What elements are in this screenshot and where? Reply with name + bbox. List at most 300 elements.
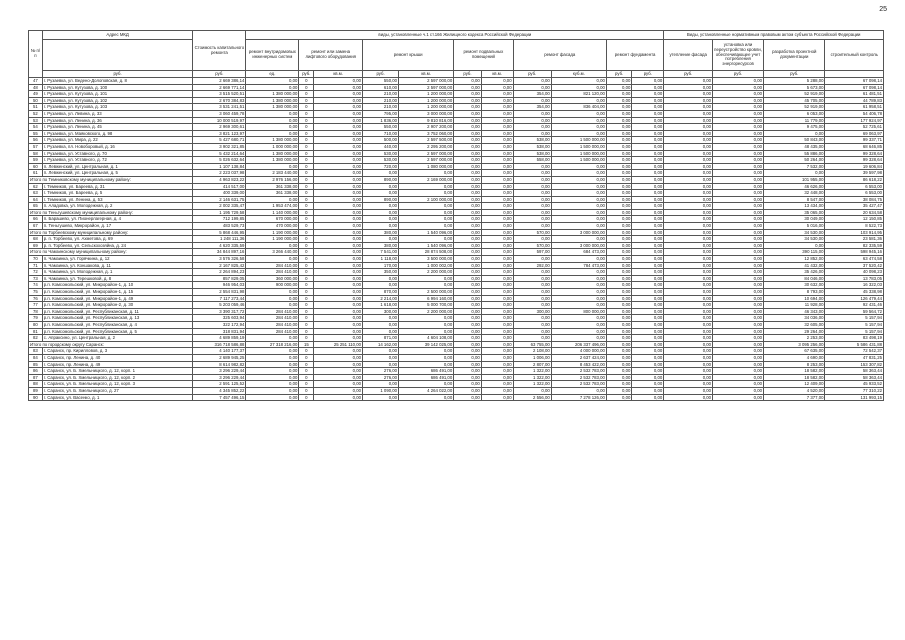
value-cell: 0 bbox=[299, 137, 314, 144]
value-cell: 0,00 bbox=[481, 91, 513, 98]
value-cell: 0,00 bbox=[632, 110, 664, 117]
value-cell: 0,00 bbox=[664, 308, 713, 315]
value-cell: 0,00 bbox=[454, 104, 482, 111]
value-cell: 0,00 bbox=[606, 269, 631, 276]
table-body bbox=[29, 78, 884, 401]
value-cell: 0,00 bbox=[363, 361, 399, 368]
value-cell: 5 203 059,46 bbox=[193, 302, 246, 309]
value-cell: 2 532 783,00 bbox=[551, 374, 606, 381]
value-cell: 4 264 022,00 bbox=[399, 387, 454, 394]
address-cell: р.п. Комсомольский, ул. Микрорайон-2, д. 30 bbox=[42, 302, 193, 309]
row-number: 70 bbox=[29, 256, 43, 263]
value-cell: 0,00 bbox=[632, 223, 664, 230]
value-cell: 0 bbox=[299, 368, 314, 375]
value-cell: 0 bbox=[299, 176, 314, 183]
value-cell: 0,00 bbox=[713, 269, 764, 276]
value-cell: 0,00 bbox=[454, 354, 482, 361]
value-cell: 2 597 000,00 bbox=[399, 78, 454, 85]
row-number: 81 bbox=[29, 328, 43, 335]
subtotal-row bbox=[29, 229, 884, 236]
value-cell: 0,00 bbox=[513, 130, 551, 137]
value-cell: 0 bbox=[299, 110, 314, 117]
value-cell: 0,00 bbox=[606, 315, 631, 322]
value-cell: 0,00 bbox=[513, 335, 551, 342]
value-cell: 0,00 bbox=[454, 394, 482, 401]
value-cell: 0 bbox=[299, 269, 314, 276]
value-cell: 1 540 096,00 bbox=[399, 242, 454, 249]
value-cell: 0,00 bbox=[454, 203, 482, 210]
value-cell: 0,00 bbox=[454, 176, 482, 183]
table-row bbox=[29, 282, 884, 289]
value-cell: 1 090,00 bbox=[363, 387, 399, 394]
value-cell: 0,00 bbox=[632, 289, 664, 296]
value-cell: 0,00 bbox=[246, 354, 299, 361]
value-cell: 0,00 bbox=[664, 249, 713, 256]
value-cell: 0,00 bbox=[632, 163, 664, 170]
value-cell: 0,00 bbox=[664, 91, 713, 98]
value-cell: 0,00 bbox=[481, 183, 513, 190]
value-cell: 0,00 bbox=[454, 249, 482, 256]
value-cell: 0,00 bbox=[664, 242, 713, 249]
value-cell: 0,00 bbox=[513, 209, 551, 216]
value-cell: 0,00 bbox=[664, 256, 713, 263]
value-cell: 0,00 bbox=[551, 321, 606, 328]
value-cell: 1 322,00 bbox=[513, 368, 551, 375]
value-cell: 0,00 bbox=[632, 256, 664, 263]
subtotal-row bbox=[29, 176, 884, 183]
value-cell: 0,00 bbox=[399, 223, 454, 230]
value-cell: 5 288,00 bbox=[763, 78, 825, 85]
value-cell: 0,00 bbox=[664, 295, 713, 302]
value-cell: 0,00 bbox=[246, 84, 299, 91]
value-cell: 0,00 bbox=[551, 223, 606, 230]
value-cell: 0,00 bbox=[454, 209, 482, 216]
value-cell: 0,00 bbox=[632, 368, 664, 375]
value-cell: 0,00 bbox=[632, 381, 664, 388]
row-number: 56 bbox=[29, 137, 43, 144]
value-cell: 483 529,73 bbox=[193, 223, 246, 230]
value-cell: 0,00 bbox=[664, 143, 713, 150]
row-number: 63 bbox=[29, 190, 43, 197]
value-cell: 0,00 bbox=[513, 256, 551, 263]
table-row bbox=[29, 295, 884, 302]
value-cell: 0,00 bbox=[399, 282, 454, 289]
value-cell: 0,00 bbox=[606, 387, 631, 394]
value-cell: 0,00 bbox=[664, 223, 713, 230]
value-cell: 0,00 bbox=[481, 315, 513, 322]
value-cell: 821 120,00 bbox=[551, 91, 606, 98]
value-cell: 0 bbox=[299, 150, 314, 157]
value-cell: 0,00 bbox=[314, 289, 363, 296]
subtotal-row bbox=[29, 249, 884, 256]
value-cell: 0,00 bbox=[664, 97, 713, 104]
value-cell: 0,00 bbox=[454, 368, 482, 375]
value-cell: 354,00 bbox=[513, 91, 551, 98]
row-number: 89 bbox=[29, 387, 43, 394]
value-cell: 72 542,37 bbox=[825, 348, 884, 355]
value-cell: 0,00 bbox=[713, 308, 764, 315]
value-cell: 0,00 bbox=[632, 354, 664, 361]
value-cell: 2 689 945,25 bbox=[193, 354, 246, 361]
value-cell: 836 404,00 bbox=[551, 104, 606, 111]
value-cell: 67 098,14 bbox=[825, 78, 884, 85]
value-cell: 0,00 bbox=[314, 176, 363, 183]
value-cell: 0,00 bbox=[454, 163, 482, 170]
value-cell: 0,00 bbox=[606, 150, 631, 157]
table-row bbox=[29, 97, 884, 104]
value-cell: 0,00 bbox=[513, 275, 551, 282]
table-row bbox=[29, 203, 884, 210]
value-cell: 0,00 bbox=[454, 130, 482, 137]
value-cell: 0 bbox=[299, 91, 314, 98]
header-address-blank bbox=[42, 40, 193, 71]
table-row bbox=[29, 150, 884, 157]
value-cell: 0,00 bbox=[314, 170, 363, 177]
value-cell: 0,00 bbox=[632, 302, 664, 309]
value-cell: 0,00 bbox=[713, 368, 764, 375]
value-cell: 0,00 bbox=[454, 84, 482, 91]
value-cell: 77 310,22 bbox=[825, 387, 884, 394]
value-cell: 0,00 bbox=[632, 170, 664, 177]
address-cell: г. Саранск, ул. Б. Хмельницкого, д. 27 bbox=[42, 387, 193, 394]
value-cell: 0,00 bbox=[246, 289, 299, 296]
value-cell: 0,00 bbox=[481, 269, 513, 276]
value-cell: 0,00 bbox=[314, 249, 363, 256]
value-cell: 0,00 bbox=[664, 157, 713, 164]
value-cell: 0,00 bbox=[246, 117, 299, 124]
row-number: 59 bbox=[29, 157, 43, 164]
row-number: 49 bbox=[29, 91, 43, 98]
value-cell: 20 634,58 bbox=[825, 209, 884, 216]
address-cell: с. Апраксино, ул. Центральная, д. 2 bbox=[42, 335, 193, 342]
value-cell: 0,00 bbox=[606, 170, 631, 177]
value-cell: 0,00 bbox=[632, 157, 664, 164]
value-cell: 0,00 bbox=[513, 223, 551, 230]
value-cell: 0,00 bbox=[513, 236, 551, 243]
value-cell: 390 115,00 bbox=[763, 249, 825, 256]
value-cell: 8 253,00 bbox=[763, 361, 825, 368]
value-cell: 0,00 bbox=[713, 143, 764, 150]
row-number: 87 bbox=[29, 374, 43, 381]
table-row bbox=[29, 328, 884, 335]
value-cell: 35 065,00 bbox=[763, 209, 825, 216]
table-row bbox=[29, 394, 884, 401]
value-cell: 5 868 446,95 bbox=[193, 229, 246, 236]
value-cell: 0,00 bbox=[713, 209, 764, 216]
value-cell: 8 614 982,82 bbox=[193, 361, 246, 368]
value-cell: 3 576 326,58 bbox=[193, 256, 246, 263]
header-group-regional: Виды, установленные нормативным правовым актом субъекта Российской Федерации bbox=[664, 31, 884, 40]
header-facade: ремонт фасада bbox=[513, 40, 606, 71]
value-cell: 8 793,00 bbox=[763, 289, 825, 296]
value-cell: 0,00 bbox=[713, 315, 764, 322]
value-cell: 0,00 bbox=[632, 328, 664, 335]
value-cell: 0,00 bbox=[513, 183, 551, 190]
value-cell: 361 338,00 bbox=[246, 190, 299, 197]
value-cell: 1 380 000,00 bbox=[246, 91, 299, 98]
value-cell: 4 000 000,00 bbox=[551, 348, 606, 355]
value-cell: 34 530,00 bbox=[763, 229, 825, 236]
value-cell: 0 bbox=[299, 104, 314, 111]
table-row bbox=[29, 354, 884, 361]
subtotal-label: Итого по Торбеевскому муниципальному району: bbox=[29, 229, 193, 236]
value-cell: 0,00 bbox=[481, 328, 513, 335]
row-number: 85 bbox=[29, 361, 43, 368]
value-cell: 13 434,00 bbox=[763, 203, 825, 210]
value-cell: 84 046,00 bbox=[763, 275, 825, 282]
value-cell: 2 169 000,00 bbox=[399, 176, 454, 183]
value-cell: 0,00 bbox=[551, 335, 606, 342]
value-cell: 0,00 bbox=[551, 289, 606, 296]
value-cell: 0,00 bbox=[513, 84, 551, 91]
value-cell: 0,00 bbox=[551, 124, 606, 131]
value-cell: 360 000,00 bbox=[246, 275, 299, 282]
value-cell: 0,00 bbox=[713, 223, 764, 230]
value-cell: 558,00 bbox=[513, 157, 551, 164]
table-row bbox=[29, 104, 884, 111]
value-cell: 284 410,00 bbox=[246, 328, 299, 335]
value-cell: 2 532 783,00 bbox=[551, 368, 606, 375]
value-cell: 0,00 bbox=[664, 289, 713, 296]
value-cell: 720,00 bbox=[363, 163, 399, 170]
value-cell: 0,00 bbox=[314, 124, 363, 131]
value-cell: 1 248 111,36 bbox=[193, 236, 246, 243]
value-cell: 2 108,00 bbox=[513, 348, 551, 355]
header-roof: ремонт крыши bbox=[363, 40, 454, 71]
table-header bbox=[29, 31, 884, 78]
header-metering: установка или переустройство кровли, обеспечивающее учет потребления энергоресурсов bbox=[713, 40, 764, 71]
table-row bbox=[29, 242, 884, 249]
value-cell: 871,00 bbox=[363, 335, 399, 342]
value-cell: 0,00 bbox=[664, 196, 713, 203]
units-row bbox=[29, 71, 884, 78]
value-cell: 325 603,94 bbox=[193, 315, 246, 322]
table-row bbox=[29, 84, 884, 91]
value-cell: 0,00 bbox=[513, 328, 551, 335]
header-foundation: ремонт фундамента bbox=[606, 40, 663, 71]
table-row bbox=[29, 335, 884, 342]
value-cell: 47 831,25 bbox=[825, 354, 884, 361]
value-cell: 5 157,94 bbox=[825, 321, 884, 328]
value-cell: 0,00 bbox=[246, 374, 299, 381]
value-cell: 0,00 bbox=[763, 170, 825, 177]
value-cell: 284 410,00 bbox=[246, 308, 299, 315]
value-cell: 0,00 bbox=[606, 361, 631, 368]
value-cell: 0,00 bbox=[399, 209, 454, 216]
table-row bbox=[29, 387, 884, 394]
value-cell: 0,00 bbox=[606, 97, 631, 104]
value-cell: 6 994 160,00 bbox=[399, 295, 454, 302]
value-cell: 0,00 bbox=[314, 97, 363, 104]
value-cell: 0,00 bbox=[632, 236, 664, 243]
value-cell: 4 345 852,22 bbox=[193, 387, 246, 394]
table-row bbox=[29, 262, 884, 269]
value-cell: 0,00 bbox=[713, 335, 764, 342]
value-cell: 530,00 bbox=[363, 157, 399, 164]
value-cell: 0,00 bbox=[314, 216, 363, 223]
subtotal-label: Итого по городскому округу Саранск: bbox=[29, 341, 193, 348]
address-cell: р.п. Комсомольский, ул. Микрорайон-1, д. 10 bbox=[42, 282, 193, 289]
value-cell: 0,00 bbox=[606, 91, 631, 98]
value-cell: 276,00 bbox=[363, 368, 399, 375]
value-cell: 0,00 bbox=[551, 315, 606, 322]
value-cell: 1 200 000,00 bbox=[399, 97, 454, 104]
value-cell: 0,00 bbox=[513, 269, 551, 276]
value-cell: 67 098,14 bbox=[825, 84, 884, 91]
value-cell: 710,00 bbox=[363, 130, 399, 137]
unit-cell: куб.м. bbox=[551, 71, 606, 78]
address-cell: г. Темников, ул. Бареева, д. 31 bbox=[42, 183, 193, 190]
table-row bbox=[29, 256, 884, 263]
value-cell: 2 807,00 bbox=[513, 361, 551, 368]
value-cell: 0,00 bbox=[454, 143, 482, 150]
value-cell: 5 000 700,00 bbox=[399, 302, 454, 309]
value-cell: 0,00 bbox=[632, 97, 664, 104]
value-cell: 0,00 bbox=[513, 170, 551, 177]
value-cell: 0,00 bbox=[606, 196, 631, 203]
value-cell: 0 bbox=[299, 130, 314, 137]
value-cell: 538,00 bbox=[513, 143, 551, 150]
value-cell: 0 bbox=[299, 97, 314, 104]
value-cell: 13 783,05 bbox=[825, 275, 884, 282]
value-cell: 0,00 bbox=[454, 236, 482, 243]
address-cell: п. Чамзинка, ул. Горячкина, д. 12 bbox=[42, 256, 193, 263]
value-cell: 0,00 bbox=[481, 295, 513, 302]
value-cell: 0,00 bbox=[632, 341, 664, 348]
value-cell: 0,00 bbox=[363, 216, 399, 223]
value-cell: 6 553,00 bbox=[825, 183, 884, 190]
value-cell: 25 251 110,00 bbox=[314, 341, 363, 348]
value-cell: 0,00 bbox=[713, 170, 764, 177]
value-cell: 3 752 060,00 bbox=[399, 130, 454, 137]
value-cell: 210,00 bbox=[363, 104, 399, 111]
value-cell: 0,00 bbox=[314, 143, 363, 150]
value-cell: 0,00 bbox=[713, 183, 764, 190]
unit-cell: руб. bbox=[42, 71, 193, 78]
value-cell: 0,00 bbox=[551, 78, 606, 85]
value-cell: 2 670 384,83 bbox=[193, 97, 246, 104]
value-cell: 0 bbox=[299, 262, 314, 269]
value-cell: 0,00 bbox=[481, 289, 513, 296]
row-number: 62 bbox=[29, 183, 43, 190]
value-cell: 1 380 000,00 bbox=[246, 157, 299, 164]
value-cell: 2 253,00 bbox=[763, 335, 825, 342]
header-group-federal: виды, установленные ч.1 ст.166 Жилищного кодекса Российской Федерации bbox=[246, 31, 664, 40]
value-cell: 46 626,00 bbox=[763, 183, 825, 190]
value-cell: 34 844 897,16 bbox=[193, 249, 246, 256]
value-cell: 0,00 bbox=[713, 117, 764, 124]
value-cell: 0,00 bbox=[481, 256, 513, 263]
value-cell: 0,00 bbox=[454, 341, 482, 348]
value-cell: 0,00 bbox=[363, 190, 399, 197]
value-cell: 0 bbox=[299, 163, 314, 170]
row-number: 77 bbox=[29, 302, 43, 309]
value-cell: 1 380 000,00 bbox=[246, 137, 299, 144]
row-number: 83 bbox=[29, 348, 43, 355]
value-cell: 2 500 000,00 bbox=[399, 289, 454, 296]
value-cell: 0,00 bbox=[481, 229, 513, 236]
address-cell: г. Темников, ул. Ленина, д. 53 bbox=[42, 196, 193, 203]
table-row bbox=[29, 163, 884, 170]
value-cell: 0,00 bbox=[481, 368, 513, 375]
table-row bbox=[29, 381, 884, 388]
value-cell: 0,00 bbox=[454, 157, 482, 164]
value-cell: 0,00 bbox=[713, 130, 764, 137]
value-cell: 0,00 bbox=[454, 196, 482, 203]
value-cell: 570,00 bbox=[513, 242, 551, 249]
value-cell: 0,00 bbox=[632, 315, 664, 322]
value-cell: 0,00 bbox=[632, 269, 664, 276]
value-cell: 0,00 bbox=[481, 143, 513, 150]
value-cell: 0 bbox=[299, 249, 314, 256]
value-cell: 0,00 bbox=[632, 361, 664, 368]
value-cell: 0,00 bbox=[606, 209, 631, 216]
value-cell: 0,00 bbox=[363, 381, 399, 388]
value-cell: 0,00 bbox=[314, 328, 363, 335]
address-cell: р.п. Комсомольский, ул. Микрорайон-1, д. 15 bbox=[42, 289, 193, 296]
value-cell: 0,00 bbox=[314, 91, 363, 98]
value-cell: 946 954,03 bbox=[193, 282, 246, 289]
repair-register-table bbox=[28, 30, 884, 401]
value-cell: 3 500 000,00 bbox=[399, 256, 454, 263]
value-cell: 538,00 bbox=[513, 150, 551, 157]
value-cell: 0,00 bbox=[551, 282, 606, 289]
value-cell: 0,00 bbox=[713, 341, 764, 348]
value-cell: 1 195 729,58 bbox=[193, 209, 246, 216]
value-cell: 52 919,00 bbox=[763, 104, 825, 111]
value-cell: 0,00 bbox=[481, 321, 513, 328]
value-cell: 0,00 bbox=[481, 157, 513, 164]
value-cell: 670 000,00 bbox=[246, 216, 299, 223]
value-cell: 0,00 bbox=[481, 341, 513, 348]
value-cell: 0,00 bbox=[481, 394, 513, 401]
value-cell: 0,00 bbox=[513, 97, 551, 104]
value-cell: 0,00 bbox=[713, 91, 764, 98]
value-cell: 414 517,00 bbox=[193, 183, 246, 190]
value-cell: 0,00 bbox=[481, 130, 513, 137]
row-number: 79 bbox=[29, 315, 43, 322]
address-cell: г. Рузаевка, ул. Ведено-Долоповская, д. 8 bbox=[42, 78, 193, 85]
value-cell: 0,00 bbox=[513, 163, 551, 170]
value-cell: 0,00 bbox=[399, 354, 454, 361]
value-cell: 0,00 bbox=[314, 130, 363, 137]
value-cell: 37 520,42 bbox=[825, 262, 884, 269]
value-cell: 0,00 bbox=[664, 176, 713, 183]
value-cell: 0,00 bbox=[551, 256, 606, 263]
value-cell: 2 214,00 bbox=[363, 295, 399, 302]
value-cell: 12 852,00 bbox=[763, 256, 825, 263]
value-cell: 210,00 bbox=[363, 91, 399, 98]
value-cell: 0,00 bbox=[713, 275, 764, 282]
value-cell: 712 199,85 bbox=[193, 216, 246, 223]
value-cell: 0 bbox=[299, 302, 314, 309]
value-cell: 0,00 bbox=[454, 269, 482, 276]
value-cell: 0,00 bbox=[314, 269, 363, 276]
header-elevators: ремонт или замена лифтового оборудования bbox=[299, 40, 363, 71]
value-cell: 570,00 bbox=[513, 229, 551, 236]
row-number: 82 bbox=[29, 335, 43, 342]
value-cell: 0,00 bbox=[363, 282, 399, 289]
row-number: 74 bbox=[29, 282, 43, 289]
value-cell: 0,00 bbox=[713, 229, 764, 236]
address-cell: г. Рузаевка, ул. Кутузова, д. 103 bbox=[42, 104, 193, 111]
address-cell: р.п. Комсомольский, ул. Республиканская, д. 11 bbox=[42, 308, 193, 315]
value-cell: 0,00 bbox=[632, 209, 664, 216]
value-cell: 0,00 bbox=[606, 275, 631, 282]
value-cell: 686 491,00 bbox=[399, 368, 454, 375]
value-cell: 12 150,85 bbox=[825, 216, 884, 223]
value-cell: 284 410,00 bbox=[246, 269, 299, 276]
